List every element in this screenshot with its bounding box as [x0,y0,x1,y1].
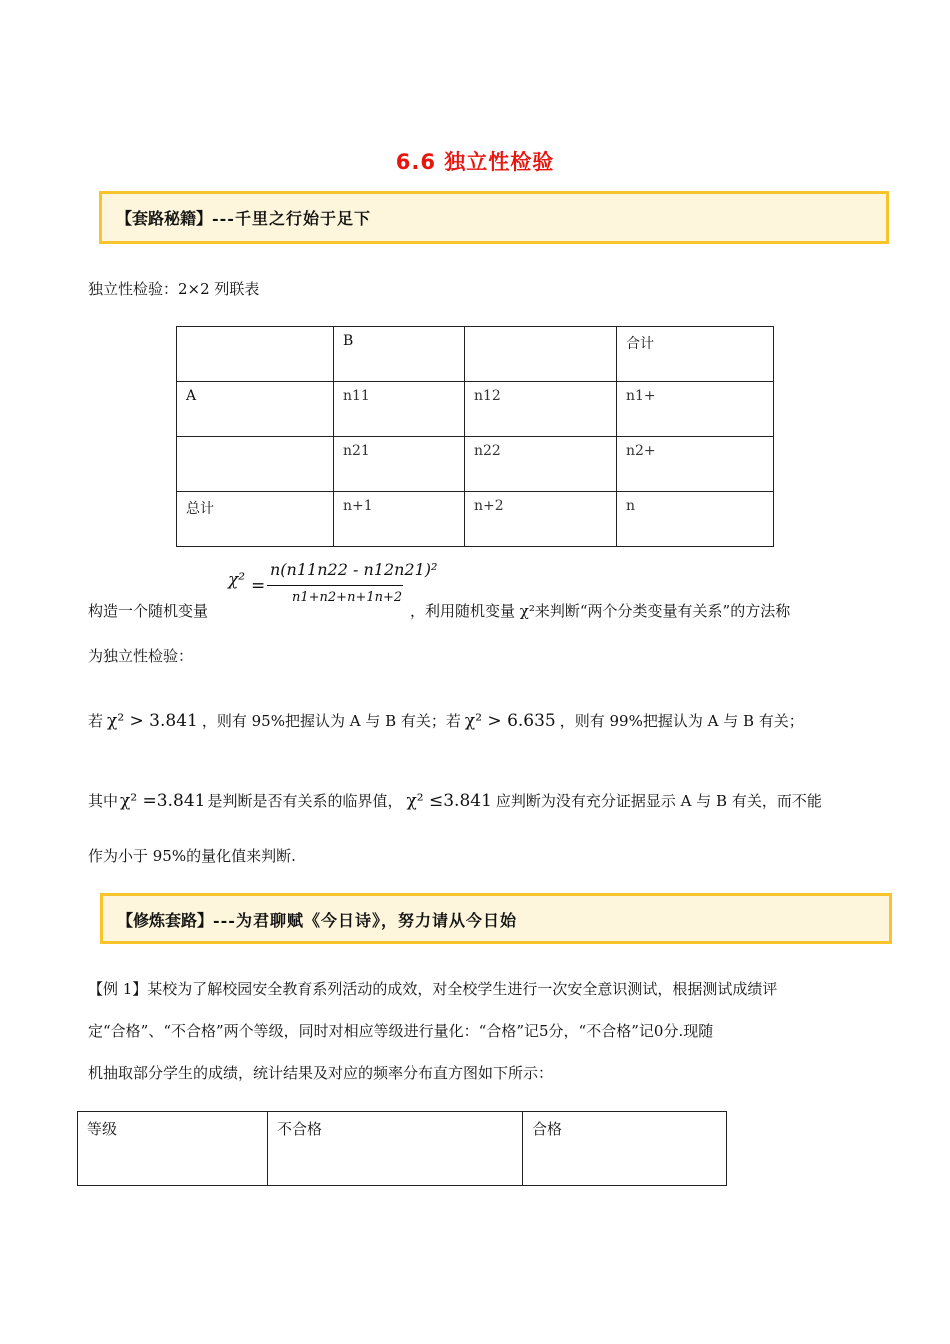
example-line-3: 机抽取部分学生的成绩，统计结果及对应的频率分布直方图如下所示： [88,1064,554,1082]
para3-b: 是判断是否有关系的临界值， [207,792,403,810]
table-cell: n22 [465,437,617,492]
table-cell: A [177,382,334,437]
banner-practice-rest: ---为君聊赋《今日诗》，努力请从今日始 [213,911,517,930]
banner-tips-tag: 【套路秘籍】 [116,209,213,228]
table-cell [177,327,334,382]
banner-practice [100,893,892,944]
banner-practice-tag: 【修炼套路】 [117,911,214,930]
table-cell: 合格 [523,1112,727,1186]
para1-cont: 为独立性检验： [88,647,194,665]
example-line-1: 【例 1】某校为了解校园安全教育系列活动的成效，对全校学生进行一次安全意识测试，根据测试成绩评 [88,980,778,998]
fraction-bar [267,585,403,586]
chi-square-symbol: χ² [228,570,246,590]
para3-math2: χ² ≤3.841 [406,791,492,811]
table-cell: n [617,492,774,547]
para2-math1: χ² > 3.841 [107,711,198,731]
table-cell: 总计 [177,492,334,547]
table-cell: n+2 [465,492,617,547]
grade-table [77,1111,727,1186]
para2-b: ，则有 95%把握认为 A 与 B 有关；若 [201,712,461,730]
para3-math1: χ² =3.841 [120,791,206,811]
table-cell: n21 [334,437,465,492]
para3-a: 其中 [88,792,119,810]
table-cell: n+1 [334,492,465,547]
table-cell: 合计 [617,327,774,382]
formula-equals: = [251,576,266,596]
contingency-table [176,326,774,547]
para3-cont: 作为小于 95%的量化值来判断. [88,847,296,865]
para3 [88,790,822,811]
para3-c: 应判断为没有充分证据显示 A 与 B 有关，而不能 [495,792,822,810]
table-cell: B [334,327,465,382]
table-cell: n12 [465,382,617,437]
table-cell: n11 [334,382,465,437]
banner-tips-rest: ---千里之行始于足下 [212,209,371,228]
formula-denominator: n1+n2+n+1n+2 [292,590,403,605]
example-line-2: 定“合格”、“不合格”两个等级，同时对相应等级进行量化：“合格”记5分，“不合格”记0分.现随 [88,1022,714,1040]
para1-start: 构造一个随机变量 [88,602,209,620]
para2-c: ，则有 99%把握认为 A 与 B 有关； [559,712,804,730]
para1-end: ，利用随机变量 χ²来判断“两个分类变量有关系”的方法称 [410,602,791,620]
page-title: 6.6 独立性检验 [395,150,555,174]
banner-tips [99,191,889,244]
table-cell [465,327,617,382]
banner-tips-text [116,206,371,229]
table-cell: 不合格 [268,1112,523,1186]
para2 [88,710,804,731]
table-cell [177,437,334,492]
formula-numerator: n(n11n22 - n12n21)² [270,560,438,579]
table-cell: 等级 [78,1112,268,1186]
para2-a: 若 [88,712,104,730]
table-cell: n1+ [617,382,774,437]
table-cell: n2+ [617,437,774,492]
intro-text: 独立性检验：2×2 列联表 [88,280,260,298]
para2-math2: χ² > 6.635 [464,711,556,731]
banner-practice-text [117,908,517,931]
